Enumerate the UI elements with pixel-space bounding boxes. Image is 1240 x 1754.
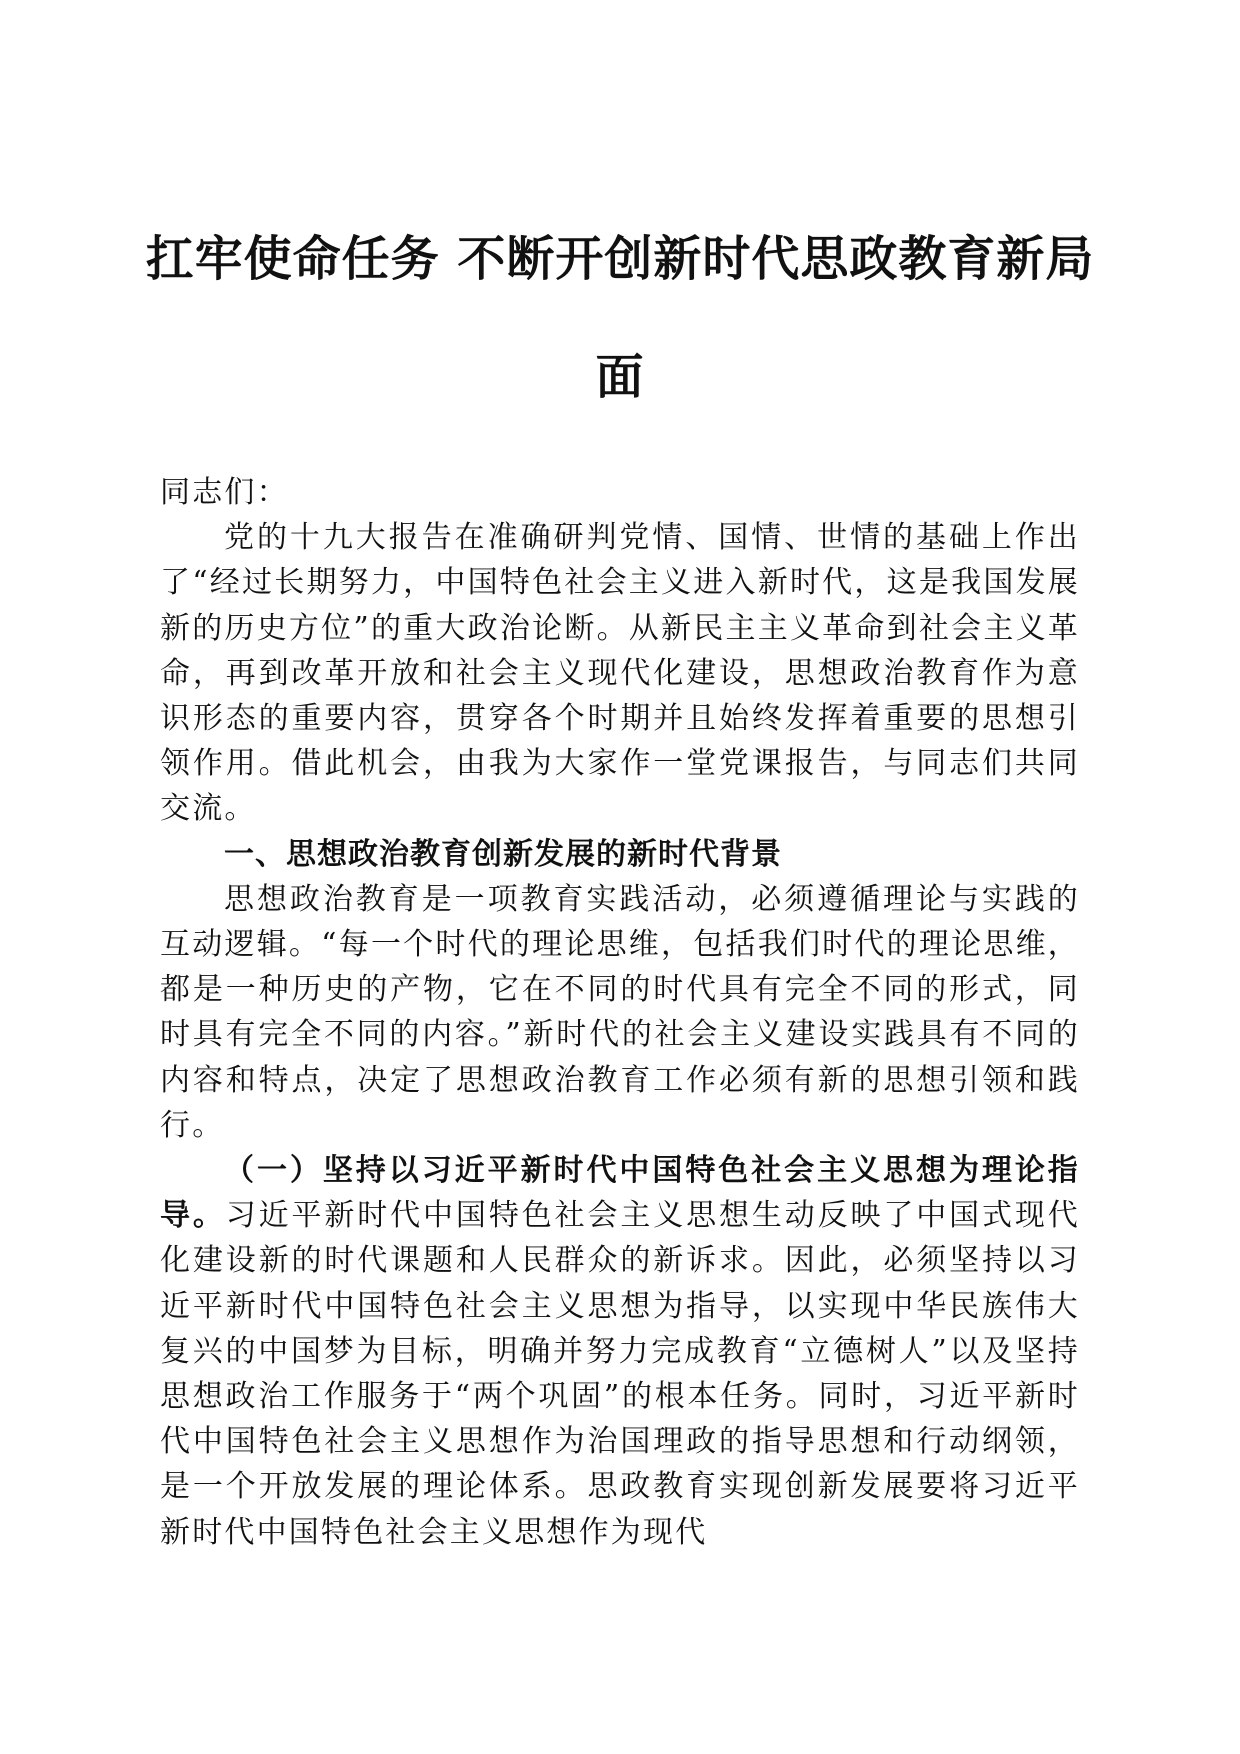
subsection-heading-1: （一）坚持以习近平新时代中国特色社会主义思想为理论指导。 xyxy=(160,1153,1080,1234)
document-title-line-1: 扛牢使命任务 不断开创新时代思政教育新局 xyxy=(145,231,1095,287)
paragraph-intro: 党的十九大报告在准确研判党情、国情、世情的基础上作出了“经过长期努力，中国特色社会主义进入新时代，这是我国发展新的历史方位”的重大政治论断。从新民主主义革命到社会主义革命，再到改革开放和社会主义现代化建设，思想政治教育作为意识形态的重要内容，贯穿各个时期并且始终发挥着重要的思想引领作用。借此机会，由我为大家作一堂党课报告，与同志们共同交流。 xyxy=(160,520,1080,827)
paragraph-background: 思想政治教育是一项教育实践活动，必须遵循理论与实践的互动逻辑。“每一个时代的理论思维，包括我们时代的理论思维，都是一种历史的产物，它在不同的时代具有完全不同的形式，同时具有完全不同的内容。”新时代的社会主义建设实践具有不同的内容和特点，决定了思想政治教育工作必须有新的思想引领和践行。 xyxy=(160,881,1080,1143)
document-title-line-2: 面 xyxy=(595,349,645,405)
paragraph-subsection-1 xyxy=(160,1148,1080,1555)
document-body xyxy=(160,470,1080,1555)
salutation: 同志们： xyxy=(160,475,289,510)
section-heading-1: 一、思想政治教育创新发展的新时代背景 xyxy=(224,836,782,872)
subsection-1-text: 习近平新时代中国特色社会主义思想生动反映了中国式现代化建设新的时代课题和人民群众的新诉求。因此，必须坚持以习近平新时代中国特色社会主义思想为指导，以实现中华民族伟大复兴的中国梦为目标，明确并努力完成教育“立德树人”以及坚持思想政治工作服务于“两个巩固”的根本任务。同时，习近平新时代中国特色社会主义思想作为治国理政的指导思想和行动纲领，是一个开放发展的理论体系。思政教育实现创新发展要将习近平新时代中国特色社会主义思想作为现代 xyxy=(160,1198,1080,1550)
